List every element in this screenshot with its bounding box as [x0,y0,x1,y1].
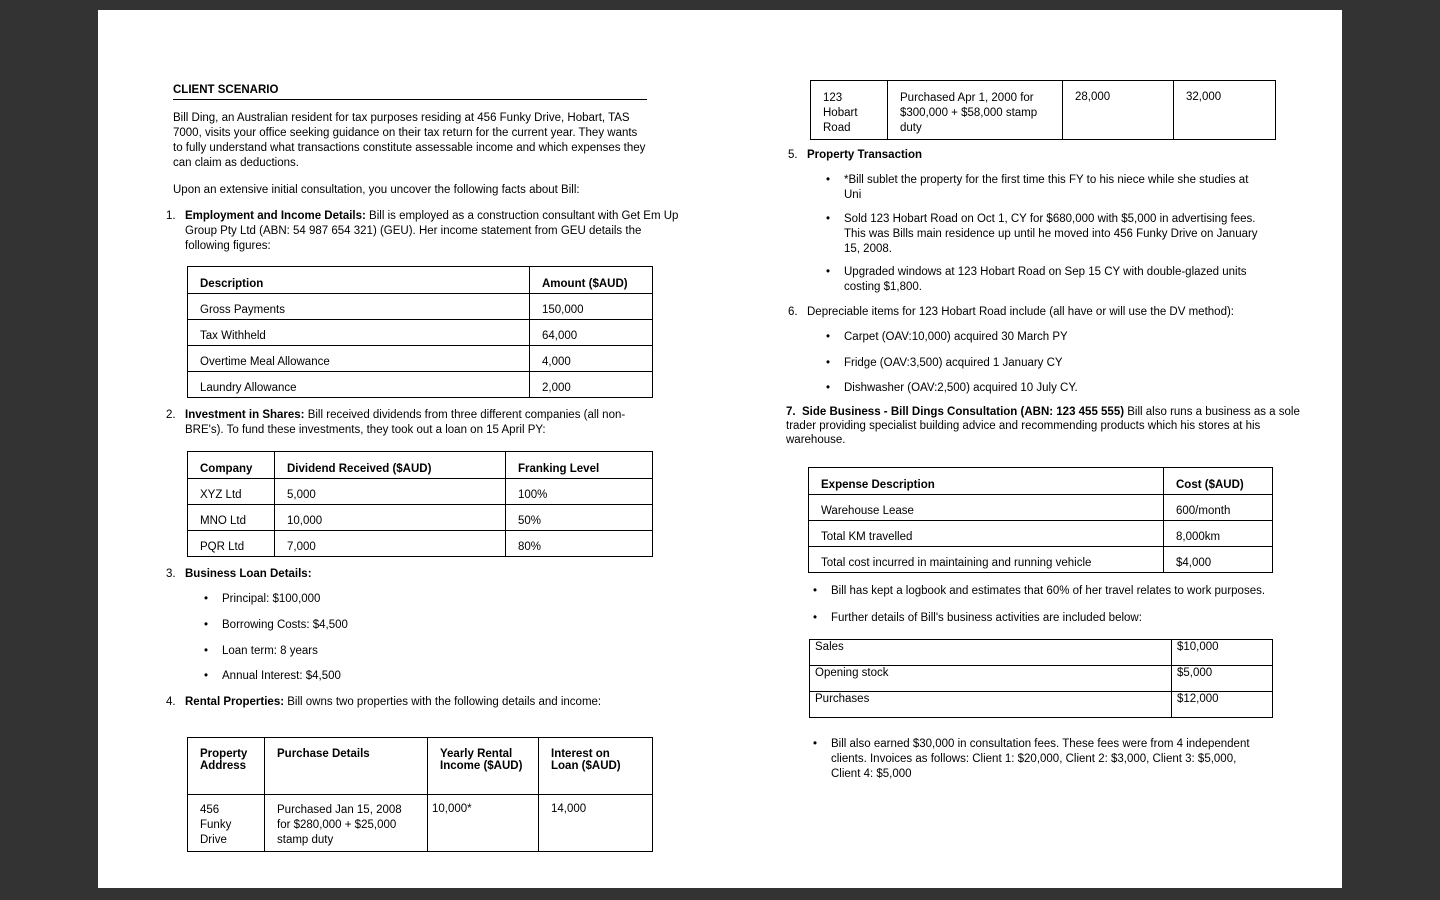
section-4 [185,695,665,710]
section-1-title: Employment and Income Details: [185,210,366,222]
table-cell: Total KM travelled [809,521,1164,547]
expense-header-cost: Cost ($AUD) [1164,468,1273,495]
table-cell: 123 Hobart Road [811,81,888,140]
table-cell: 32,000 [1174,81,1276,140]
depreciable-carpet: • Carpet (OAV:10,000) acquired 30 March PY [844,330,1068,345]
expense-header-description: Expense Description [809,468,1164,495]
section-4-title: Rental Properties: [185,696,285,708]
section-2-text: Bill received dividends from three different companies (all non-BRE's). To fund these investments, they took out a loan on 15 April PY: [185,409,626,436]
table-row [809,495,1273,521]
section-2-number: 2. [166,409,176,421]
loan-term: • Loan term: 8 years [222,644,318,659]
page-title: CLIENT SCENARIO [173,84,279,96]
table-cell: 456 Funky Drive [188,795,265,852]
dividend-table [187,451,653,557]
rental-header-income: Yearly Rental Income ($AUD) [428,738,539,795]
table-cell: Sales [810,640,1172,666]
table-cell: Opening stock [810,666,1172,692]
rental-table-part-2 [810,80,1276,140]
table-row [188,531,653,557]
section-5-title: Property Transaction [807,149,923,161]
property-note-windows: • Upgraded windows at 123 Hobart Road on Sep 15 CY with double-glazed units costing $1,800. [844,265,1264,295]
table-cell: 14,000 [539,795,653,852]
table-cell: $10,000 [1172,640,1273,666]
section-7-text: Bill also runs a business as a sole trader providing specialist building advice and recommending products which his stores at his warehouse. [786,406,1300,446]
table-cell: $12,000 [1172,692,1273,718]
table-row [810,692,1273,718]
table-cell: 8,000km [1164,521,1273,547]
loan-interest: • Annual Interest: $4,500 [222,669,341,684]
consultation-fees-note: • Bill also earned $30,000 in consultation fees. These fees were from 4 independent clients. Invoices as follows: Client 1: $20,000, Client 2: $3,000, Client 3: $5,000, Client 4: $5,000 [831,737,1261,782]
table-cell: PQR Ltd [188,531,275,557]
section-2 [185,408,635,438]
section-3-number: 3. [166,568,176,580]
rental-header-address: Property Address [188,738,265,795]
table-cell: Purchased Jan 15, 2008 for $280,000 + $25,000 stamp duty [265,795,428,852]
table-cell: 150,000 [530,294,653,320]
rental-header-purchase: Purchase Details [265,738,428,795]
table-cell: 50% [506,505,653,531]
table-cell: Laundry Allowance [188,372,530,398]
table-row [188,505,653,531]
table-row [188,372,653,398]
table-cell: 2,000 [530,372,653,398]
section-2-title: Investment in Shares: [185,409,305,421]
business-details-note: • Further details of Bill's business activities are included below: [831,611,1142,626]
table-cell: MNO Ltd [188,505,275,531]
table-cell: 600/month [1164,495,1273,521]
table-cell: Gross Payments [188,294,530,320]
loan-principal: • Principal: $100,000 [222,592,320,607]
title-underline [173,99,647,100]
business-logbook-note: • Bill has kept a logbook and estimates that 60% of her travel relates to work purposes. [831,584,1265,599]
table-row [188,294,653,320]
rental-table-part-1 [187,737,653,852]
table-cell: 100% [506,479,653,505]
table-cell: Tax Withheld [188,320,530,346]
table-cell: 10,000 [275,505,506,531]
table-row [809,547,1273,573]
table-row [809,521,1273,547]
property-note-sold: • Sold 123 Hobart Road on Oct 1, CY for $680,000 with $5,000 in advertising fees. This was Bills main residence up until he moved into 456 Funky Drive on January 15, 2008. [844,212,1264,257]
section-7 [786,405,1316,447]
section-4-text: Bill owns two properties with the following details and income: [284,696,602,708]
table-cell: 10,000* [428,795,539,852]
table-row [810,640,1273,666]
table-cell: Warehouse Lease [809,495,1164,521]
table-cell: 64,000 [530,320,653,346]
income-table [187,266,653,398]
section-5-number: 5. [788,149,798,161]
section-7-number: 7. [786,406,796,418]
table-cell: 80% [506,531,653,557]
table-cell: XYZ Ltd [188,479,275,505]
section-3-title: Business Loan Details: [185,568,312,580]
income-header-description: Description [188,267,530,294]
table-cell: 7,000 [275,531,506,557]
table-row [188,346,653,372]
section-6-text: Depreciable items for 123 Hobart Road include (all have or will use the DV method): [807,306,1234,318]
section-4-number: 4. [166,696,176,708]
upon-paragraph: Upon an extensive initial consultation, you uncover the following facts about Bill: [173,184,580,196]
document-page [98,10,1342,888]
loan-borrowing-costs: • Borrowing Costs: $4,500 [222,618,348,633]
table-cell: Purchases [810,692,1172,718]
section-1 [185,209,683,254]
section-6-number: 6. [788,306,798,318]
table-row [188,479,653,505]
sales-table [809,639,1273,718]
section-7-title: Side Business - Bill Dings Consultation (ABN: 123 455 555) [801,406,1125,418]
table-cell: Purchased Apr 1, 2000 for $300,000 + $58,000 stamp duty [888,81,1063,140]
section-1-number: 1. [166,210,176,222]
table-cell: 5,000 [275,479,506,505]
table-cell: Total cost incurred in maintaining and running vehicle [809,547,1164,573]
intro-paragraph: Bill Ding, an Australian resident for tax purposes residing at 456 Funky Drive, Hobart, TAS 7000, visits your office seeking guidance on their tax return for the current year. They wants to fully understand what transactions constitute assessable income and which expenses they can claim as deductions. [173,112,646,169]
dividend-header-franking: Franking Level [506,452,653,479]
table-cell: 4,000 [530,346,653,372]
dividend-header-received: Dividend Received ($AUD) [275,452,506,479]
table-cell: $5,000 [1172,666,1273,692]
table-row [188,320,653,346]
depreciable-dishwasher: • Dishwasher (OAV:2,500) acquired 10 July CY. [844,381,1078,396]
table-cell: $4,000 [1164,547,1273,573]
property-note-sublet: • *Bill sublet the property for the first time this FY to his niece while she studies at Uni [844,173,1264,203]
table-cell: 28,000 [1063,81,1174,140]
dividend-header-company: Company [188,452,275,479]
rental-header-interest: Interest on Loan ($AUD) [539,738,653,795]
income-header-amount: Amount ($AUD) [530,267,653,294]
section-1-text: Bill is employed as a construction consultant with Get Em Up Group Pty Ltd (ABN: 54 987 654 321) (GEU). Her income statement from GEU details the following figures: [185,210,679,252]
table-row [810,666,1273,692]
expense-table [808,467,1273,573]
table-cell: Overtime Meal Allowance [188,346,530,372]
table-row [811,81,1276,140]
depreciable-fridge: • Fridge (OAV:3,500) acquired 1 January CY [844,356,1063,371]
table-row [188,795,653,852]
